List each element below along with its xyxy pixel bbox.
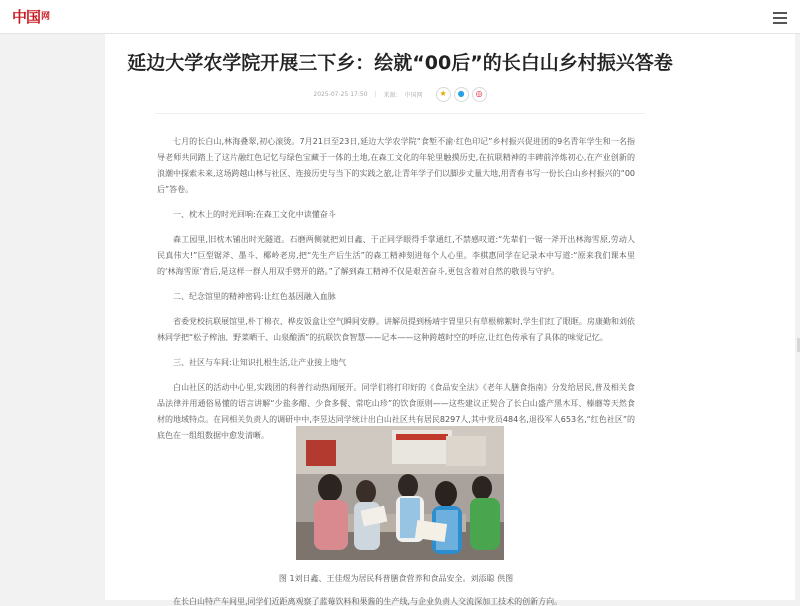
menu-line bbox=[773, 12, 787, 14]
top-bar bbox=[0, 0, 800, 34]
publish-date: 2025-07-25 17:50 bbox=[313, 90, 368, 98]
article-paragraph: 森工园里,旧枕木铺出时光隧道。石磨两侧就把刘日鑫、于正同学眼得手掌通红,不禁感叹道:“先辈们一锯一斧开出林海雪原,劳动人民真伟大!”巨型锯斧、墨斗、椰岭老房,把“先生产后生活”的森工精神刻进每个人心里。李棋惠同学在记录本中写道:“原来我们课本里的‘林海雪原’背后,是这样一群人用双手劈开的路。”了解到森工精神不仅是艰苦奋斗,更包含着对自然的敬畏与守护。 bbox=[157, 235, 635, 276]
article-title: 延边大学农学院开展三下乡：绘就“00后”的长白山乡村振兴答卷 bbox=[127, 52, 673, 74]
share-buttons bbox=[433, 87, 487, 102]
article-body bbox=[157, 134, 635, 453]
article-page bbox=[105, 34, 795, 606]
article-paragraph-partial: 在长白山特产车间里,同学们近距离观察了蓝莓饮料和果酱的生产线,与企业负责人交流深加工技术的创新方向。 bbox=[173, 597, 563, 606]
meta-divider bbox=[155, 113, 645, 114]
favorite-icon[interactable]: ★ bbox=[436, 87, 451, 102]
menu-line bbox=[773, 17, 787, 19]
section-heading: 二、纪念馆里的精神密码:让红色基因融入血脉 bbox=[173, 292, 336, 301]
photo-illustration bbox=[296, 426, 504, 560]
section-heading: 一、枕木上的时光回响:在森工文化中读懂奋斗 bbox=[173, 210, 336, 219]
source-name: 中国网 bbox=[404, 91, 423, 99]
article-photo bbox=[296, 426, 504, 560]
hamburger-menu-icon[interactable] bbox=[770, 8, 790, 26]
source-label: 来源： bbox=[383, 91, 402, 99]
menu-line bbox=[773, 22, 787, 24]
article-paragraph: 七月的长白山,林海叠翠,初心滚烫。7月21日至23日,延边大学农学院“食堑不渝·红色印记”乡村振兴促进团的9名青年学生和一名指导老师共同踏上了这片融红色记忆与绿色宝藏于一体的土地,在森工文化的年轮里触摸历史,在抗联精神的丰碑前淬炼初心,在产业创新的浪潮中探索未来,这场跨越山林与社区、连接历史与当下的实践之旅,让青年学子们以脚步丈量大地,用青春书写一份长白山乡村振兴的“00后”答卷。 bbox=[157, 137, 635, 194]
section-heading: 三、社区与车间:让知识扎根生活,让产业接上地气 bbox=[173, 358, 347, 367]
site-logo[interactable] bbox=[12, 8, 50, 26]
meta-separator: | bbox=[374, 90, 377, 98]
logo-sub: 网 bbox=[41, 12, 51, 22]
logo-mark: 中国 bbox=[12, 8, 41, 26]
weibo-share-icon[interactable]: ◎ bbox=[472, 87, 487, 102]
photo-caption: 图 1刘日鑫、王佳煜为居民科普膳食营养和食品安全。刘添聪 供图 bbox=[278, 574, 514, 583]
article-meta bbox=[105, 84, 695, 104]
article-paragraph: 省委党校抗联展馆里,朴丁棉衣、桦皮饭盒让空气瞬间安静。讲解员提到杨靖宇胃里只有草根棉絮时,学生们红了眼眶。房康勤和刘依林同学把“松子榨油、野菜晒干、山泉酿酒”的抗联饮食智慧——记本——这种跨越时空的呼应,让红色传承有了具体的味觉记忆。 bbox=[157, 317, 635, 342]
qq-share-icon[interactable]: ● bbox=[454, 87, 469, 102]
article-paragraph: 白山社区的活动中心里,实践团的科普行动热闹展开。同学们将打印好的《食品安全法》《老年人膳食指南》分发给居民,普及相关食品法律并用通俗易懂的语言讲解“少盐多醋、少食多餐、常吃山珍”的饮食原则——这些建议正契合了长白山盛产黑木耳、榛蘑等天然食材的地域特点。在同相关负责人的调研中中,李昱达同学统计出白山社区共有居民8297人,其中党员484名,退役军人653名,“红色社区”的底色在一组组数据中愈发清晰。 bbox=[157, 383, 635, 440]
